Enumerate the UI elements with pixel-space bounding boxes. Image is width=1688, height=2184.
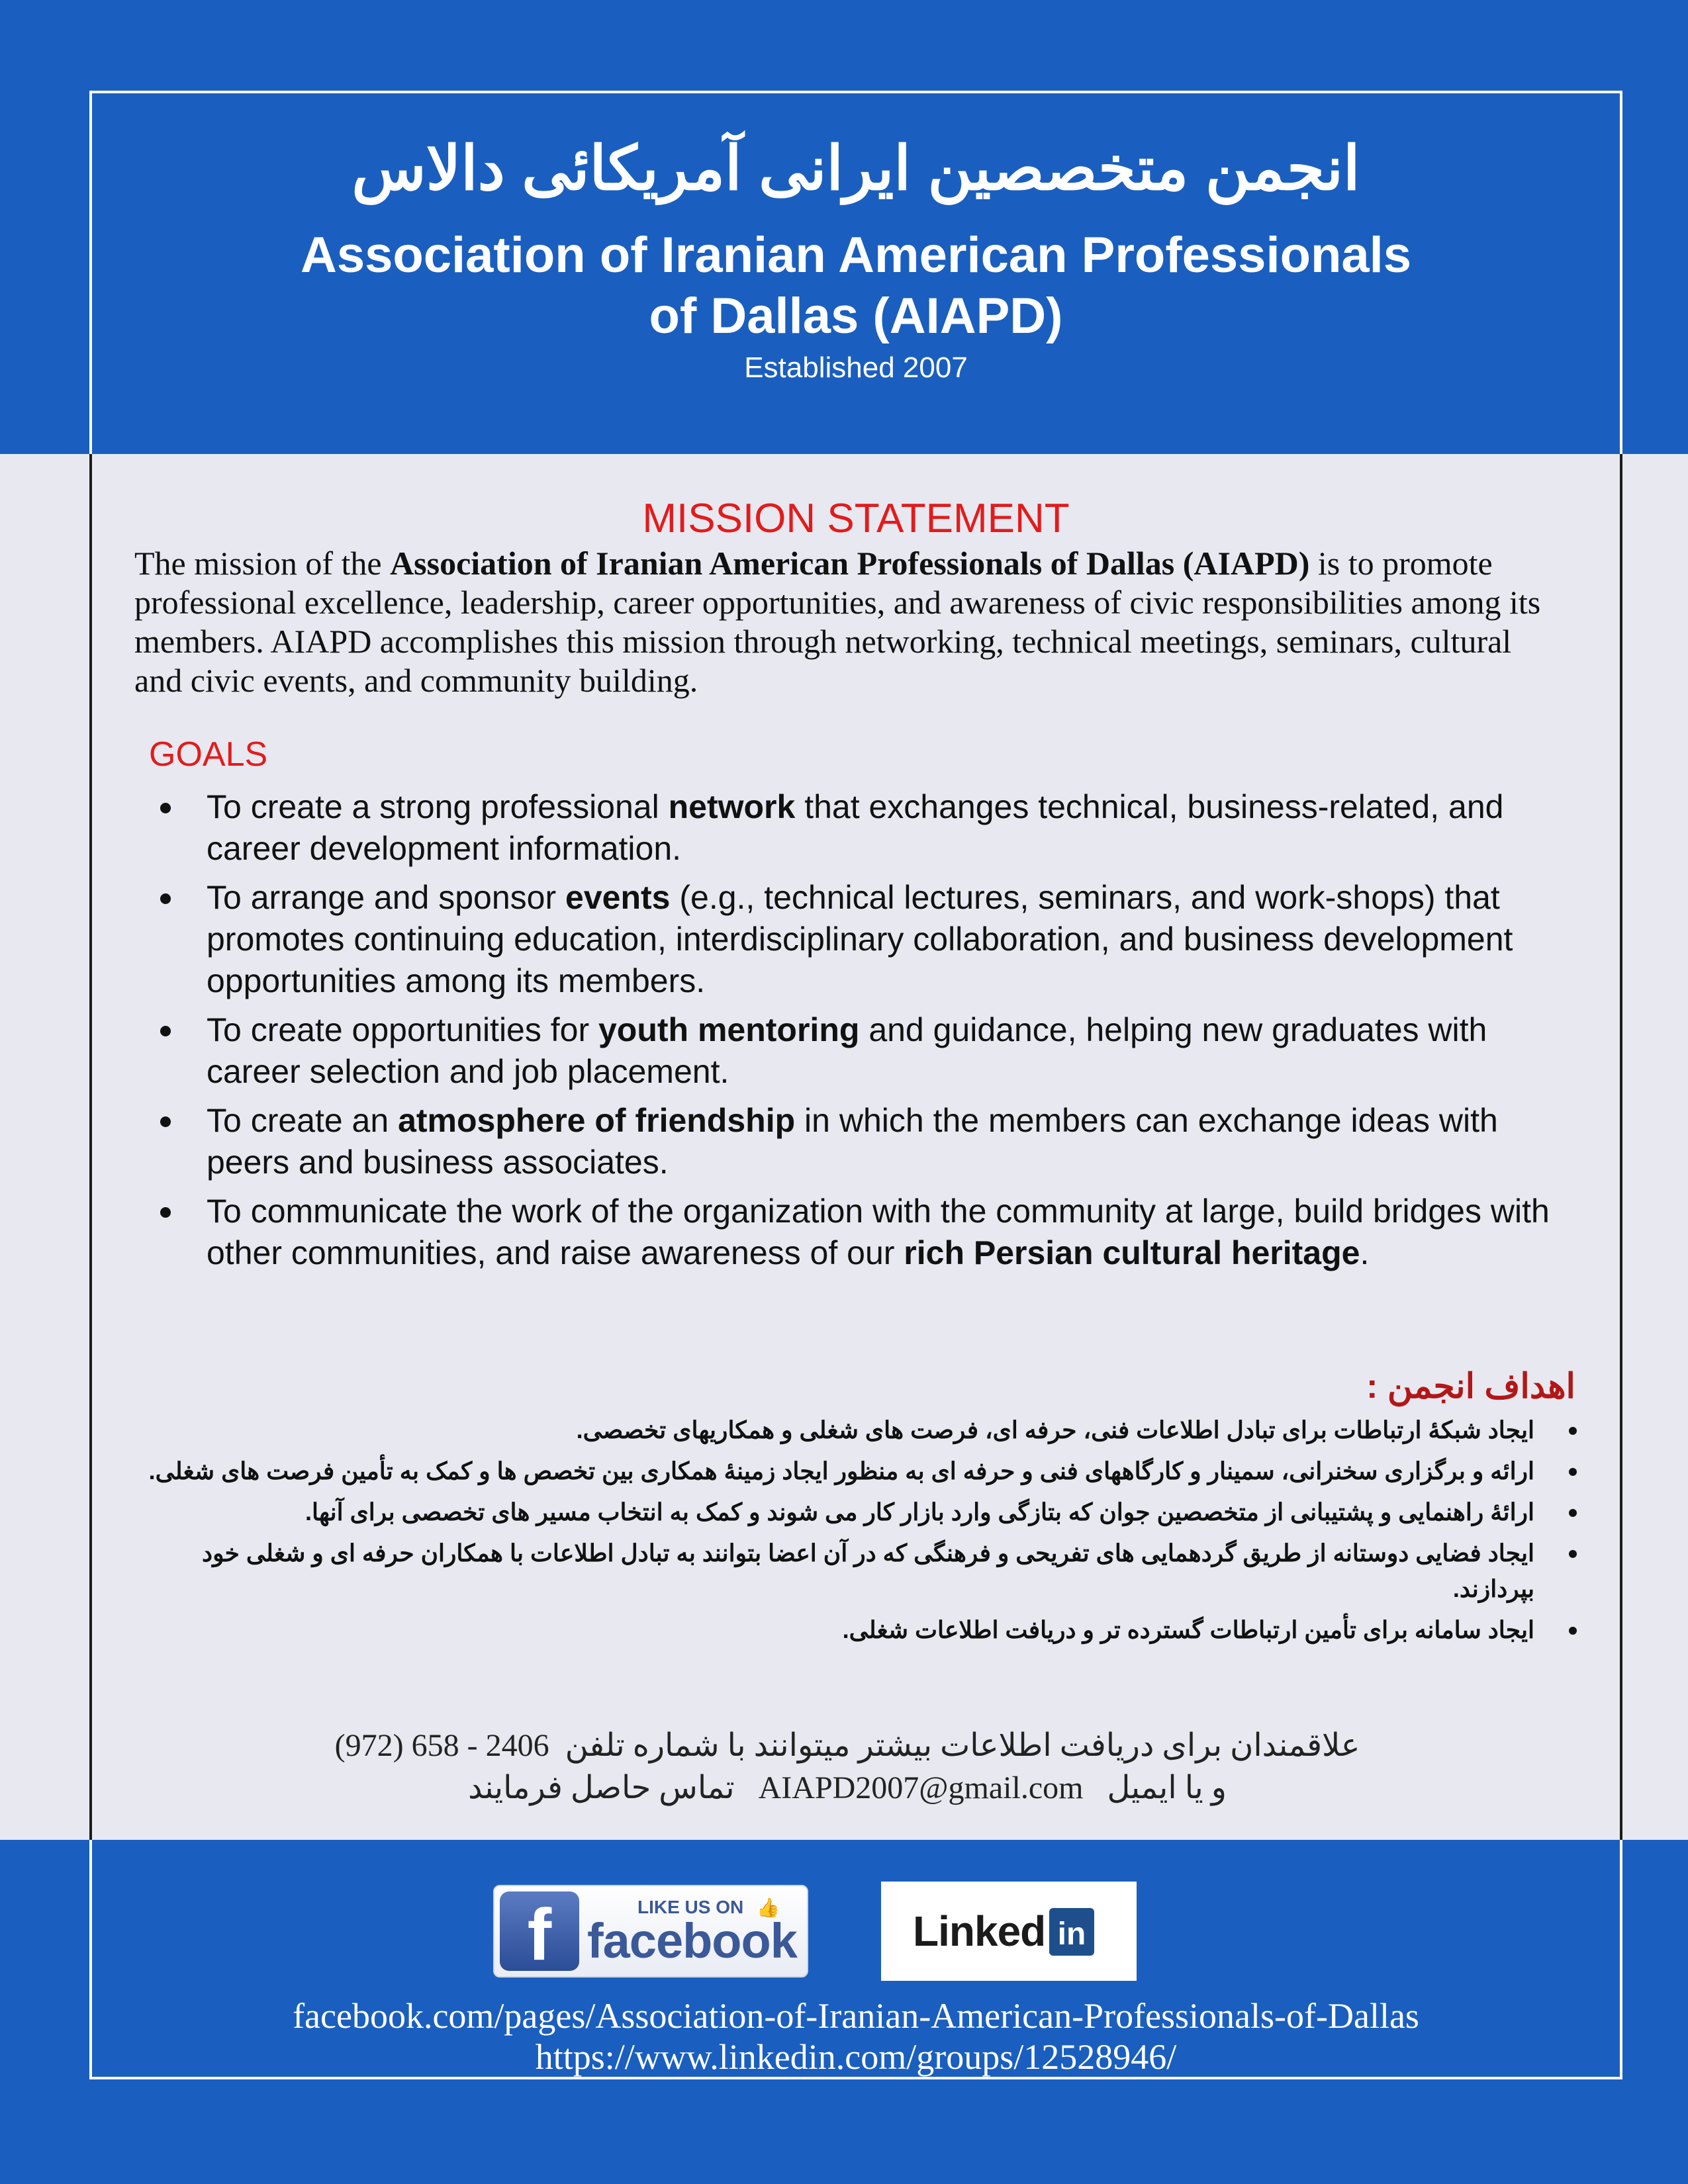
persian-goal-item [146,1453,1582,1489]
bullet-icon [160,893,171,904]
goal-item [152,877,1582,1002]
bullet-icon [160,1207,171,1218]
goals-list [152,786,1582,1281]
persian-title: انجمن متخصصین ایرانی آمریکائی دالاس [352,135,1360,203]
header [92,126,1620,388]
contact-phone-text: علاقمندان برای دریافت اطلاعات بیشتر میتوانند با شماره تلفن [565,1728,1360,1763]
contact-line-2 [199,1767,1496,1809]
thumbs-up-icon: 👍 [757,1897,780,1918]
social-links [92,1995,1620,2077]
persian-goals-list [146,1412,1582,1653]
facebook-logo-icon: f [500,1891,579,1971]
mission-org-name: Association of Iranian American Professionals of Dallas (AIAPD) [390,545,1310,582]
contact-info [199,1725,1496,1809]
bullet-icon [160,1026,171,1036]
goal-text: . [1360,1234,1370,1271]
mission-body-text: is to promote professional excellence, leadership, career opportunities, and awareness of civic responsibilities among its members. AIAPD accomplishes this mission through networking, technical meetings, seminars, cultural and civic events, and community building. [134,545,1541,699]
linkedin-url[interactable]: https://www.linkedin.com/groups/12528946/ [535,2037,1177,2077]
persian-goal-text: ارائهٔ راهنمایی و پشتیبانی از متخصصین جوان که بتازگی وارد بازار کار می شوند و کمک به انتخاب مسیر های تخصصی برای آنها. [305,1498,1534,1525]
bullet-icon [160,803,171,813]
persian-goal-text: ارائه و برگزاری سخنرانی، سمینار و کارگاههای فنی و حرفه ای به منظور ایجاد زمینهٔ همکاری بین تخصص ها و کمک به تأمین فرصت های شغلی. [148,1457,1534,1484]
frame-right-rule [1620,454,1622,1840]
goal-item [152,1009,1582,1093]
goal-keyword: events [565,879,671,916]
goal-text: that exchanges technical, business-related, and career development information. [207,788,1504,867]
persian-goals-heading: اهداف انجمن : [1366,1367,1575,1406]
contact-email-prefix: و یا ایمیل [1107,1770,1227,1805]
persian-goal-text: ایجاد شبکهٔ ارتباطات برای تبادل اطلاعات فنی، حرفه ای، فرصت های شغلی و همکاریهای تخصصی. [576,1416,1534,1443]
goal-keyword: youth mentoring [598,1011,860,1048]
bullet-icon [1569,1427,1577,1435]
linkedin-wordmark: Linked [913,1907,1046,1955]
goal-text: To create an [207,1102,399,1139]
facebook-url[interactable]: facebook.com/pages/Association-of-Iranian-American-Professionals-of-Dallas [293,1996,1419,2036]
title-line-2: of Dallas (AIAPD) [649,288,1063,344]
bullet-icon [1569,1468,1577,1476]
goal-text: in which the members can exchange ideas with peers and business associates. [207,1102,1498,1181]
goal-item [152,1191,1582,1274]
persian-goal-item [146,1412,1582,1448]
persian-goal-text: ایجاد سامانه برای تأمین ارتباطات گسترده تر و دریافت اطلاعات شغلی. [842,1616,1534,1643]
persian-goal-text: ایجاد فضایی دوستانه از طریق گردهمایی های تفریحی و فرهنگی که در آن اعضا بتوانند به تبادل اطلاعات با همکاران حرفه ای و شغلی خود بپردازند. [202,1539,1534,1602]
established-year: Established 2007 [744,351,968,384]
goal-item [152,786,1582,870]
frame-left-rule [89,454,92,1840]
title-line-1: Association of Iranian American Professionals [300,227,1412,283]
goal-text: To create opportunities for [207,1011,598,1048]
goal-text: (e.g., technical lectures, seminars, and work-shops) that promotes continuing education, interdisciplinary collaboration, and business development opportunities among its members. [207,879,1513,999]
goal-keyword: rich Persian cultural heritage [904,1234,1360,1271]
persian-goal-item [146,1535,1582,1607]
bullet-icon [1569,1627,1577,1635]
contact-phone[interactable]: (972) 658 - 2406 [334,1728,549,1763]
goal-text: To communicate the work of the organization with the community at large, build bridges with other communities, and raise awareness of our [207,1193,1550,1271]
goal-item [152,1100,1582,1183]
goals-heading: GOALS [149,735,268,774]
mission-intro: The mission of the [134,545,391,582]
linkedin-badge[interactable] [881,1882,1137,1981]
contact-email-suffix: تماس حاصل فرمایند [468,1770,735,1805]
persian-goal-item [146,1612,1582,1648]
contact-line-1 [199,1725,1496,1767]
goal-text: and guidance, helping new graduates with career selection and job placement. [207,1011,1487,1090]
persian-goal-item [146,1494,1582,1530]
facebook-wordmark: facebook [587,1913,797,1968]
goal-text: To arrange and sponsor [207,879,566,916]
facebook-like-badge[interactable] [493,1885,808,1978]
bullet-icon [1569,1509,1577,1517]
bullet-icon [160,1116,171,1127]
mission-heading: MISSION STATEMENT [642,496,1070,541]
goal-text: To create a strong professional [207,788,669,825]
bullet-icon [1569,1550,1577,1558]
goal-keyword: atmosphere of friendship [398,1102,796,1139]
linkedin-logo-icon: in [1049,1908,1094,1956]
facebook-like-label: LIKE US ON [637,1897,744,1917]
goal-keyword: network [668,788,796,825]
contact-email[interactable]: AIAPD2007@gmail.com [758,1770,1084,1805]
mission-statement [134,544,1564,700]
